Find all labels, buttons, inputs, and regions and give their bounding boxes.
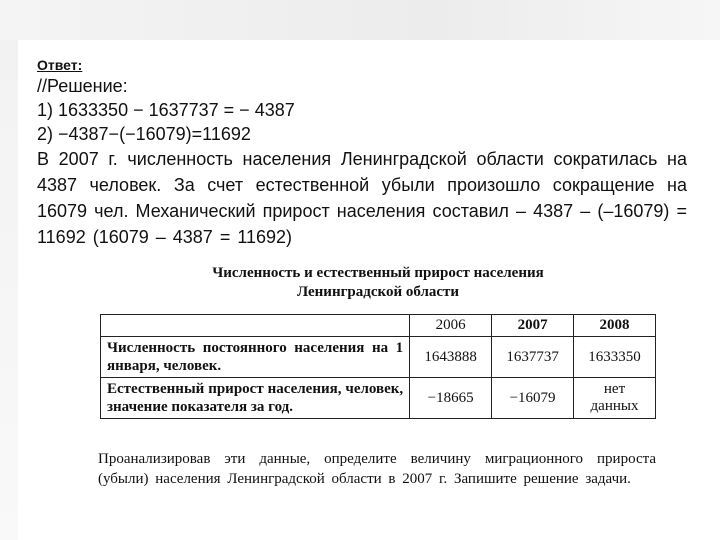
table-title-line-1: Численность и естественный прирост населения: [212, 265, 544, 281]
answer-title: Ответ:: [37, 57, 83, 73]
year-2006-header: 2006: [410, 315, 492, 337]
cell-growth-2007: −16079: [492, 378, 574, 419]
cell-population-2007: 1637737: [492, 337, 574, 378]
year-2008-header: 2008: [574, 315, 656, 337]
table-row: [101, 337, 656, 378]
background-left-stripe: [0, 40, 18, 540]
cell-population-2006: 1643888: [410, 337, 492, 378]
table-header-row: [101, 315, 656, 337]
solution-label: //Решение:: [37, 76, 128, 96]
table-title: [100, 264, 656, 302]
background-top-stripe: [0, 0, 720, 40]
row-label-population: Численность постоянного населения на 1 января, человек.: [101, 337, 410, 378]
cell-growth-2008: нет данных: [574, 378, 656, 419]
year-2007-header: 2007: [492, 315, 574, 337]
cell-population-2008: 1633350: [574, 337, 656, 378]
table-row: [101, 378, 656, 419]
table-header-empty: [101, 315, 410, 337]
table-title-line-2: Ленинградской области: [296, 284, 460, 300]
task-question: Проанализировав эти данные, определите величину миграционного прироста (убыли) населения Ленинградской области в 2007 г. Запишите решение задачи.: [98, 451, 656, 487]
cell-growth-2006: −18665: [410, 378, 492, 419]
answer-block: [37, 56, 687, 250]
solution-step-1: 1) 1633350 − 1637737 = − 4387: [37, 100, 295, 120]
population-table: [100, 314, 656, 419]
solution-step-2: 2) −4387−(−16079)=11692: [37, 124, 251, 144]
solution-explanation: В 2007 г. численность населения Ленинградской области сократилась на 4387 человек. За счет естественной убыли произошло сокращение на 16079 чел. Механический прирост населения составил – 4387 – (–16079) = 11692 (16079 – 4387 = 11692): [37, 149, 687, 247]
row-label-natural-growth: Естественный прирост населения, человек, значение показателя за год.: [101, 378, 410, 419]
